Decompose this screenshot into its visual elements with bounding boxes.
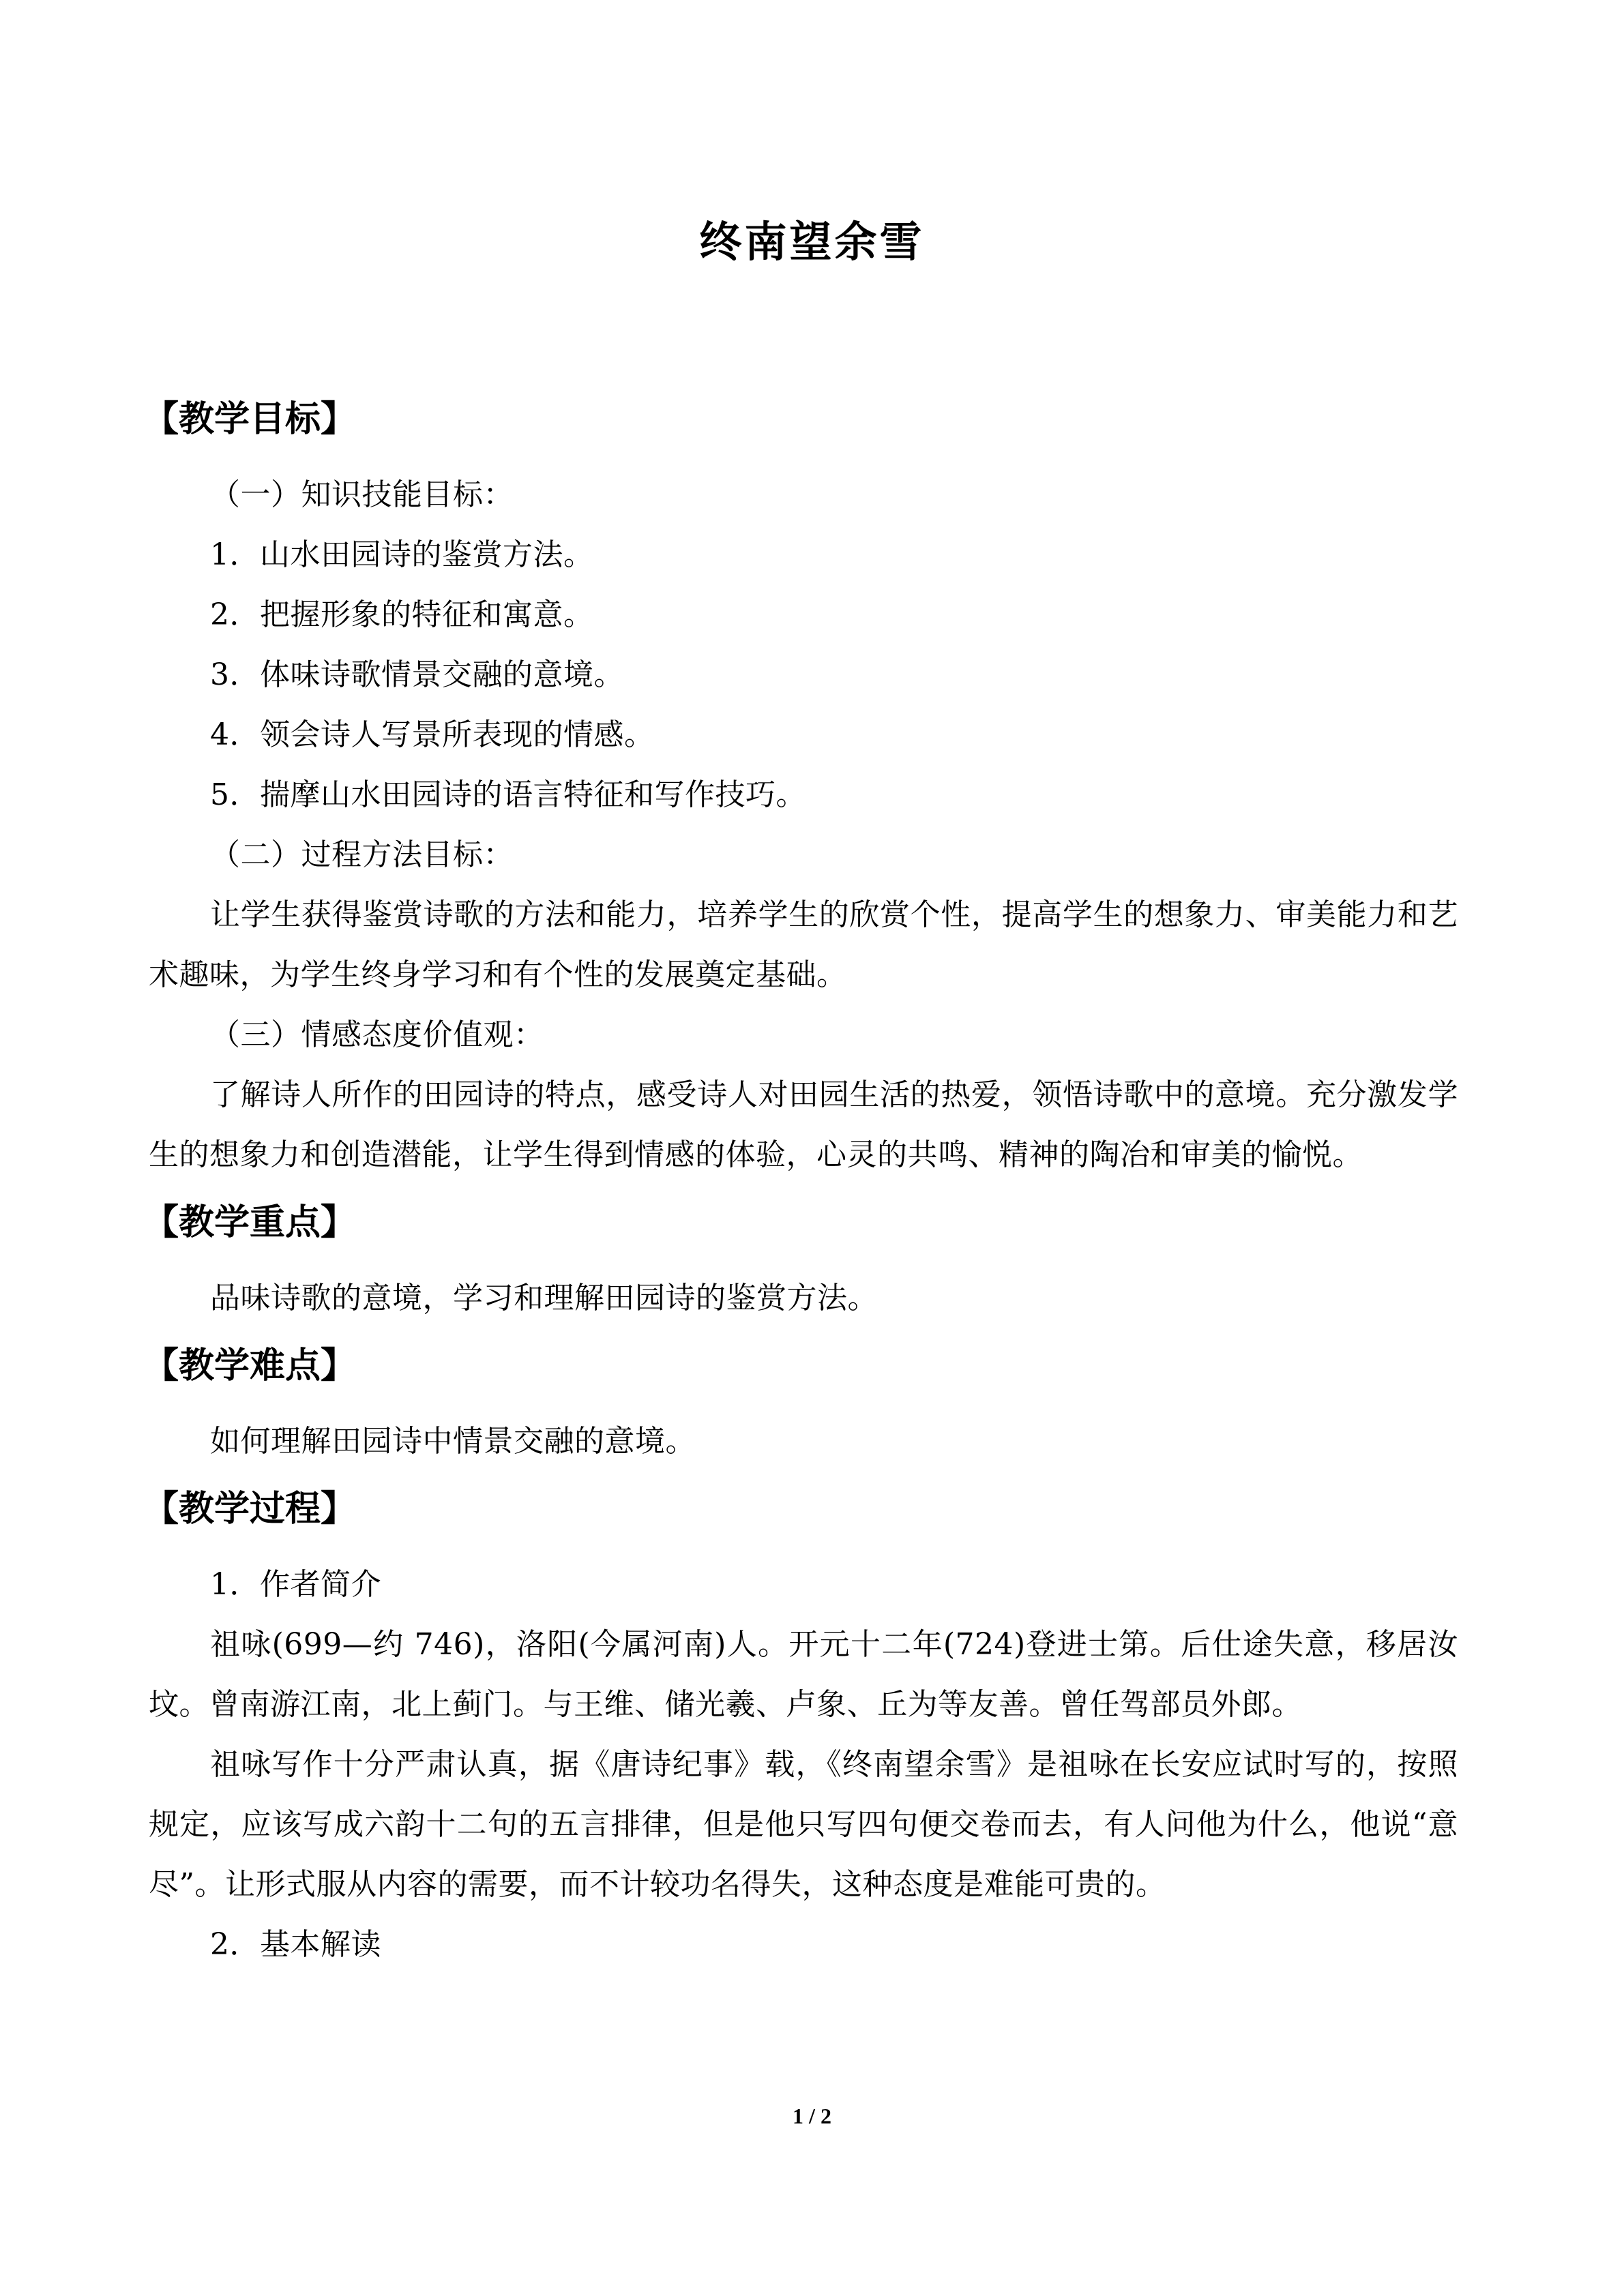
goal-item-2: 2．把握形象的特征和寓意。: [210, 597, 594, 632]
difficulty-text: 如何理解田园诗中情景交融的意境。: [210, 1424, 696, 1459]
section-heading-focus: 【教学重点】: [143, 1202, 357, 1243]
process-goals-text: 让学生获得鉴赏诗歌的方法和能力，培养学生的欣赏个性，提高学生的想象力、审美能力和艺术趣味，为学生终身学习和有个性的发展奠定基础。: [149, 897, 1458, 992]
section-heading-process: 【教学过程】: [143, 1489, 357, 1530]
focus-text: 品味诗歌的意境，学习和理解田园诗的鉴赏方法。: [210, 1281, 878, 1315]
section-heading-goals: 【教学目标】: [143, 399, 357, 440]
emotion-goals-label: （三）情感态度价值观：: [210, 1017, 544, 1052]
step-1-label: 1．作者简介: [210, 1567, 381, 1602]
step-2-label: 2．基本解读: [210, 1927, 381, 1962]
process-goals-label: （二）过程方法目标：: [210, 837, 514, 872]
goal-item-3: 3．体味诗歌情景交融的意境。: [210, 657, 624, 692]
goal-item-4: 4．领会诗人写景所表现的情感。: [210, 717, 655, 752]
page-number: 1 / 2: [793, 2104, 831, 2128]
author-intro-text: 祖咏(699—约 746)，洛阳(今属河南)人。开元十二年(724)登进士第。后仕途失意，移居汝坟。曾南游江南，北上蓟门。与王维、储光羲、卢象、丘为等友善。曾任驾部员外郎。: [149, 1627, 1458, 1722]
document-body: [143, 382, 1458, 1975]
section-heading-difficulty: 【教学难点】: [143, 1345, 357, 1386]
page-title: 终南望余雪: [699, 217, 925, 267]
goal-item-5: 5．揣摩山水田园诗的语言特征和写作技巧。: [210, 777, 806, 812]
emotion-goals-text: 了解诗人所作的田园诗的特点，感受诗人对田园生活的热爱，领悟诗歌中的意境。充分激发学生的想象力和创造潜能，让学生得到情感的体验，心灵的共鸣、精神的陶冶和审美的愉悦。: [149, 1077, 1458, 1172]
knowledge-goals-label: （一）知识技能目标：: [210, 477, 514, 512]
goal-item-1: 1．山水田园诗的鉴赏方法。: [210, 537, 594, 572]
author-story-text: 祖咏写作十分严肃认真，据《唐诗纪事》载，《终南望余雪》是祖咏在长安应试时写的，按照规定，应该写成六韵十二句的五言排律，但是他只写四句便交卷而去，有人问他为什么，他说“意尽”。让形式服从内容的需要，而不计较功名得失，这种态度是难能可贵的。: [149, 1747, 1458, 1902]
